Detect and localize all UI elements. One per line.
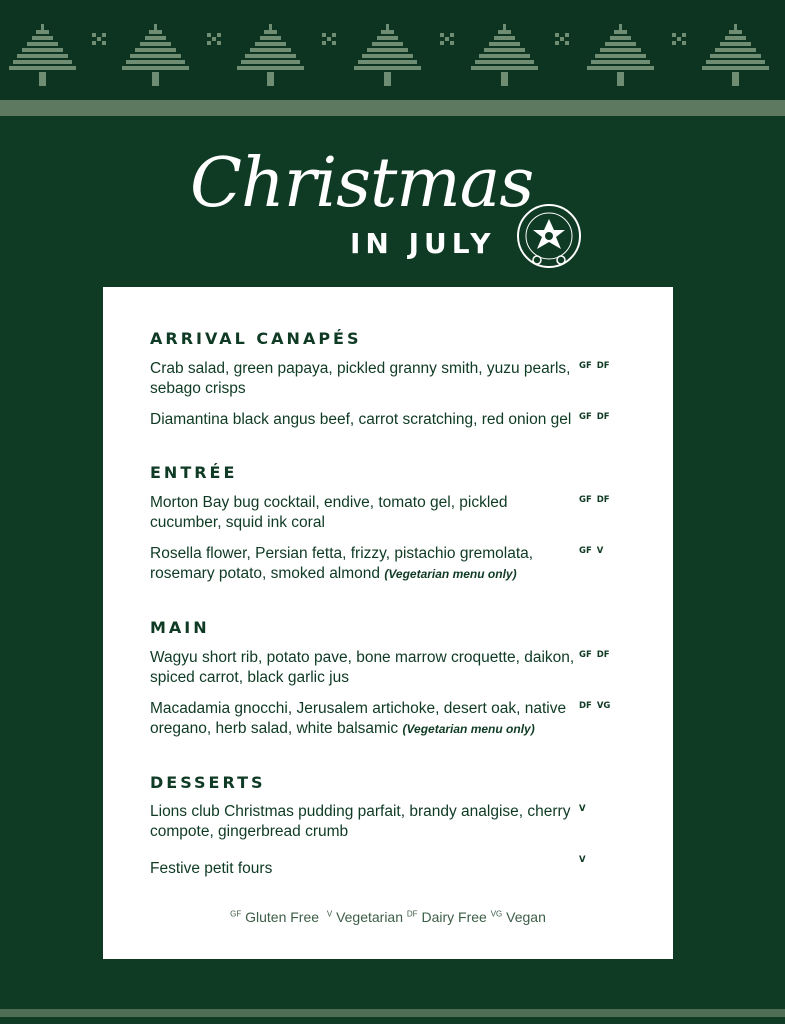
legend-abbr-v: V [326, 909, 333, 919]
section-title-arrival-canapes: ARRIVAL CANAPÉS [150, 329, 362, 348]
dietary-tags: GF V [579, 546, 604, 556]
snowflake-icon [440, 33, 454, 45]
legend-abbr-df: DF [406, 909, 418, 919]
dietary-tags: GF DF [579, 495, 610, 505]
menu-item: Macadamia gnocchi, Jerusalem artichoke, desert oak, native oregano, herb salad, white balsamic (Vegetarian menu only) [150, 700, 567, 737]
menu-item: Festive petit fours [150, 860, 273, 877]
menu-item: Diamantina black angus beef, carrot scratching, red onion gel [150, 411, 572, 428]
section-title-desserts: DESSERTS [150, 773, 266, 792]
legend-label-vg: Vegan [506, 909, 546, 925]
menu-item: Wagyu short rib, potato pave, bone marrow croquette, daikon, spiced carrot, black garlic jus [150, 649, 575, 686]
tree-icon [350, 22, 425, 92]
snowflake-icon [322, 33, 336, 45]
dietary-tags: DF VG [579, 701, 611, 711]
parliament-emblem-icon [515, 202, 583, 270]
snowflake-icon [555, 33, 569, 45]
legend-label-v: Vegetarian [336, 909, 404, 925]
bottom-stripe [0, 1009, 785, 1017]
menu-card [103, 287, 673, 959]
tree-icon [698, 22, 773, 92]
dietary-tags: GF DF [579, 412, 610, 422]
menu-item: Lions club Christmas pudding parfait, brandy analgise, cherry compote, gingerbread crumb [150, 803, 571, 840]
tree-icon [118, 22, 193, 92]
vegetarian-note: (Vegetarian menu only) [402, 722, 535, 736]
title-block [0, 144, 785, 270]
menu-item: Rosella flower, Persian fetta, frizzy, pistachio gremolata, rosemary potato, smoked almond (Vegetarian menu only) [150, 545, 534, 582]
menu-item: Crab salad, green papaya, pickled granny smith, yuzu pearls, sebago crisps [150, 360, 571, 397]
tree-icon [583, 22, 658, 92]
legend-abbr-vg: VG [490, 909, 503, 919]
dietary-legend [103, 909, 673, 925]
legend-label-gf: Gluten Free [245, 909, 320, 925]
title-subtitle: IN JULY [350, 227, 496, 260]
tree-icon [467, 22, 542, 92]
dietary-tags: V [579, 855, 586, 865]
dietary-tags: V [579, 804, 586, 814]
title-script: Christmas [190, 144, 534, 223]
tree-icon [5, 22, 80, 92]
tree-icon [233, 22, 308, 92]
snowflake-icon [92, 33, 106, 45]
vegetarian-note: (Vegetarian menu only) [384, 567, 517, 581]
snowflake-icon [672, 33, 686, 45]
legend-abbr-gf: GF [230, 909, 242, 919]
section-title-entree: ENTRÉE [150, 463, 238, 482]
menu-item: Morton Bay bug cocktail, endive, tomato gel, pickled cucumber, squid ink coral [150, 494, 508, 531]
legend-label-df: Dairy Free [421, 909, 487, 925]
dietary-tags: GF DF [579, 650, 610, 660]
dietary-tags: GF DF [579, 361, 610, 371]
top-stripe [0, 100, 785, 116]
top-pattern-band [0, 0, 785, 100]
section-title-main: MAIN [150, 618, 210, 637]
snowflake-icon [207, 33, 221, 45]
